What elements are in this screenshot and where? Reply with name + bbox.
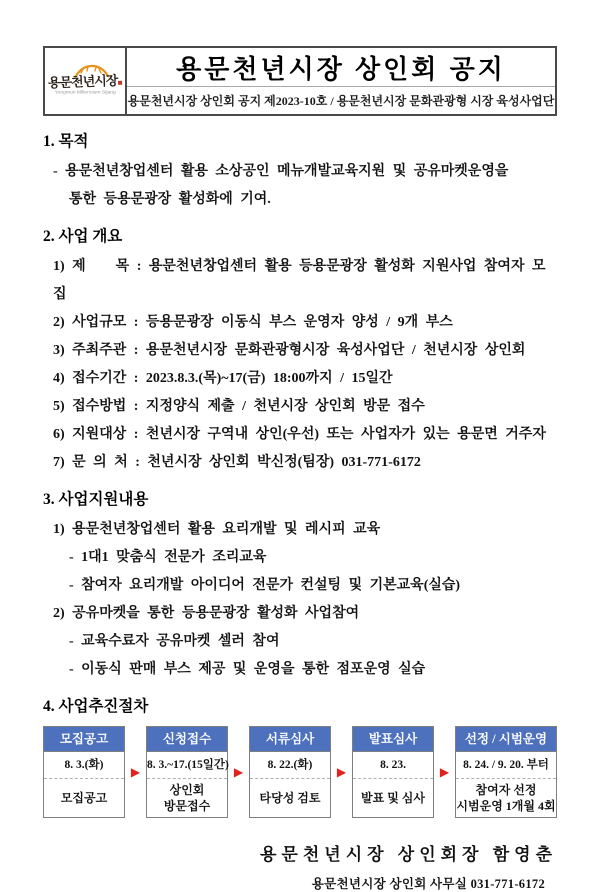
body-line: - 1대1 맞춤식 전문가 조리교육 xyxy=(69,550,267,565)
flow-step-desc: 상인회 방문접수 xyxy=(163,783,211,813)
sections-container xyxy=(43,131,557,718)
section-lines xyxy=(43,158,557,214)
body-line: - 교육수료자 공유마켓 셀러 참여 xyxy=(69,634,280,649)
body-line: 7) 문 의 처 : 천년시장 상인회 박신정(팀장) 031-771-6172 xyxy=(53,455,421,470)
flow-step-date: 8. 3.~17.(15일간) xyxy=(147,752,227,779)
header-title-area xyxy=(127,48,555,114)
flow-step xyxy=(249,726,331,818)
section-lines xyxy=(43,253,557,477)
section-heading: 2. 사업 개요 xyxy=(43,228,123,245)
flow-step-title: 신청접수 xyxy=(147,727,227,752)
flow-step xyxy=(352,726,434,818)
body-line: 2) 공유마켓을 통한 등용문광장 활성화 사업참여 xyxy=(53,606,360,621)
body-line: 2) 사업규모 : 등용문광장 이동식 부스 운영자 양성 / 9개 부스 xyxy=(53,315,453,330)
body-line: - 용문천년창업센터 활용 소상공인 메뉴개발교육지원 및 공유마켓운영을 xyxy=(53,164,509,179)
logo-calligraphy: 용문천년시장 xyxy=(48,74,123,90)
flow-step-title: 발표심사 xyxy=(353,727,433,752)
document-header xyxy=(43,46,557,116)
flow-step xyxy=(455,726,557,818)
flow-step-desc: 발표 및 심사 xyxy=(361,791,425,805)
flow-step-date: 8. 23. xyxy=(353,752,433,779)
flow-step-title: 선정 / 시범운영 xyxy=(456,727,556,752)
body-line: 통한 등용문광장 활성화에 기여. xyxy=(69,192,271,207)
body-line: 6) 지원대상 : 천년시장 구역내 상인(우선) 또는 사업자가 있는 용문면 거주자 xyxy=(53,427,546,442)
body-line: 4) 접수기간 : 2023.8.3.(목)~17(금) 18:00까지 / 15일간 xyxy=(53,371,393,386)
section xyxy=(43,131,557,214)
flow-step-title: 모집공고 xyxy=(44,727,124,752)
signature-line: 용문천년시장 상인회장 함영춘 xyxy=(260,845,557,864)
body-line: - 이동식 판매 부스 제공 및 운영을 통한 점포운영 실습 xyxy=(69,662,426,677)
section xyxy=(43,489,557,684)
document-subtitle: 용문천년시장 상인회 공지 제2023-10호 / 용문천년시장 문화관광형 시장 육성사업단 xyxy=(127,94,555,108)
flow-step-desc: 타당성 검토 xyxy=(259,791,321,805)
body-line: 1) 제 목 : 용문천년창업센터 활용 등용문광장 활성화 지원사업 참여자 모집 xyxy=(53,259,546,302)
flow-step xyxy=(146,726,228,818)
body-line: - 참여자 요리개발 아이디어 전문가 컨설팅 및 기본교육(실습) xyxy=(69,578,461,593)
flow-step-date: 8. 22.(화) xyxy=(250,752,330,779)
seal-dot-icon xyxy=(118,81,122,85)
section-lines xyxy=(43,516,557,684)
flow-step xyxy=(43,726,125,818)
document-title: 용문천년시장 상인회 공지 xyxy=(127,48,555,87)
arrow-right-icon: ▶ xyxy=(233,765,244,779)
arrow-right-icon: ▶ xyxy=(439,765,450,779)
market-logo xyxy=(45,48,127,114)
flow-step-title: 서류심사 xyxy=(250,727,330,752)
body-line: 1) 용문천년창업센터 활용 요리개발 및 레시피 교육 xyxy=(53,522,381,537)
arrow-right-icon: ▶ xyxy=(336,765,347,779)
section xyxy=(43,696,557,718)
arrow-right-icon: ▶ xyxy=(130,765,141,779)
logo-english-text: Yongmun Millennium Sijang xyxy=(54,89,116,95)
flow-step-date: 8. 24. / 9. 20. 부터 xyxy=(456,752,556,779)
section-heading: 1. 목적 xyxy=(43,133,89,150)
flow-step-desc: 참여자 선정 시범운영 1개월 4회 xyxy=(456,783,556,813)
contact-line: 용문천년시장 상인회 사무실 031-771-6172 xyxy=(311,877,545,891)
flow-step-desc: 모집공고 xyxy=(60,791,108,805)
section-heading: 4. 사업추진절차 xyxy=(43,698,149,715)
document-footer xyxy=(43,840,557,892)
body-line: 3) 주최주관 : 용문천년시장 문화관광형시장 육성사업단 / 천년시장 상인회 xyxy=(53,343,526,358)
process-flowchart xyxy=(43,726,557,818)
flow-step-date: 8. 3.(화) xyxy=(44,752,124,779)
section-heading: 3. 사업지원내용 xyxy=(43,491,149,508)
body-line: 5) 접수방법 : 지정양식 제출 / 천년시장 상인회 방문 접수 xyxy=(53,399,425,414)
section xyxy=(43,226,557,477)
